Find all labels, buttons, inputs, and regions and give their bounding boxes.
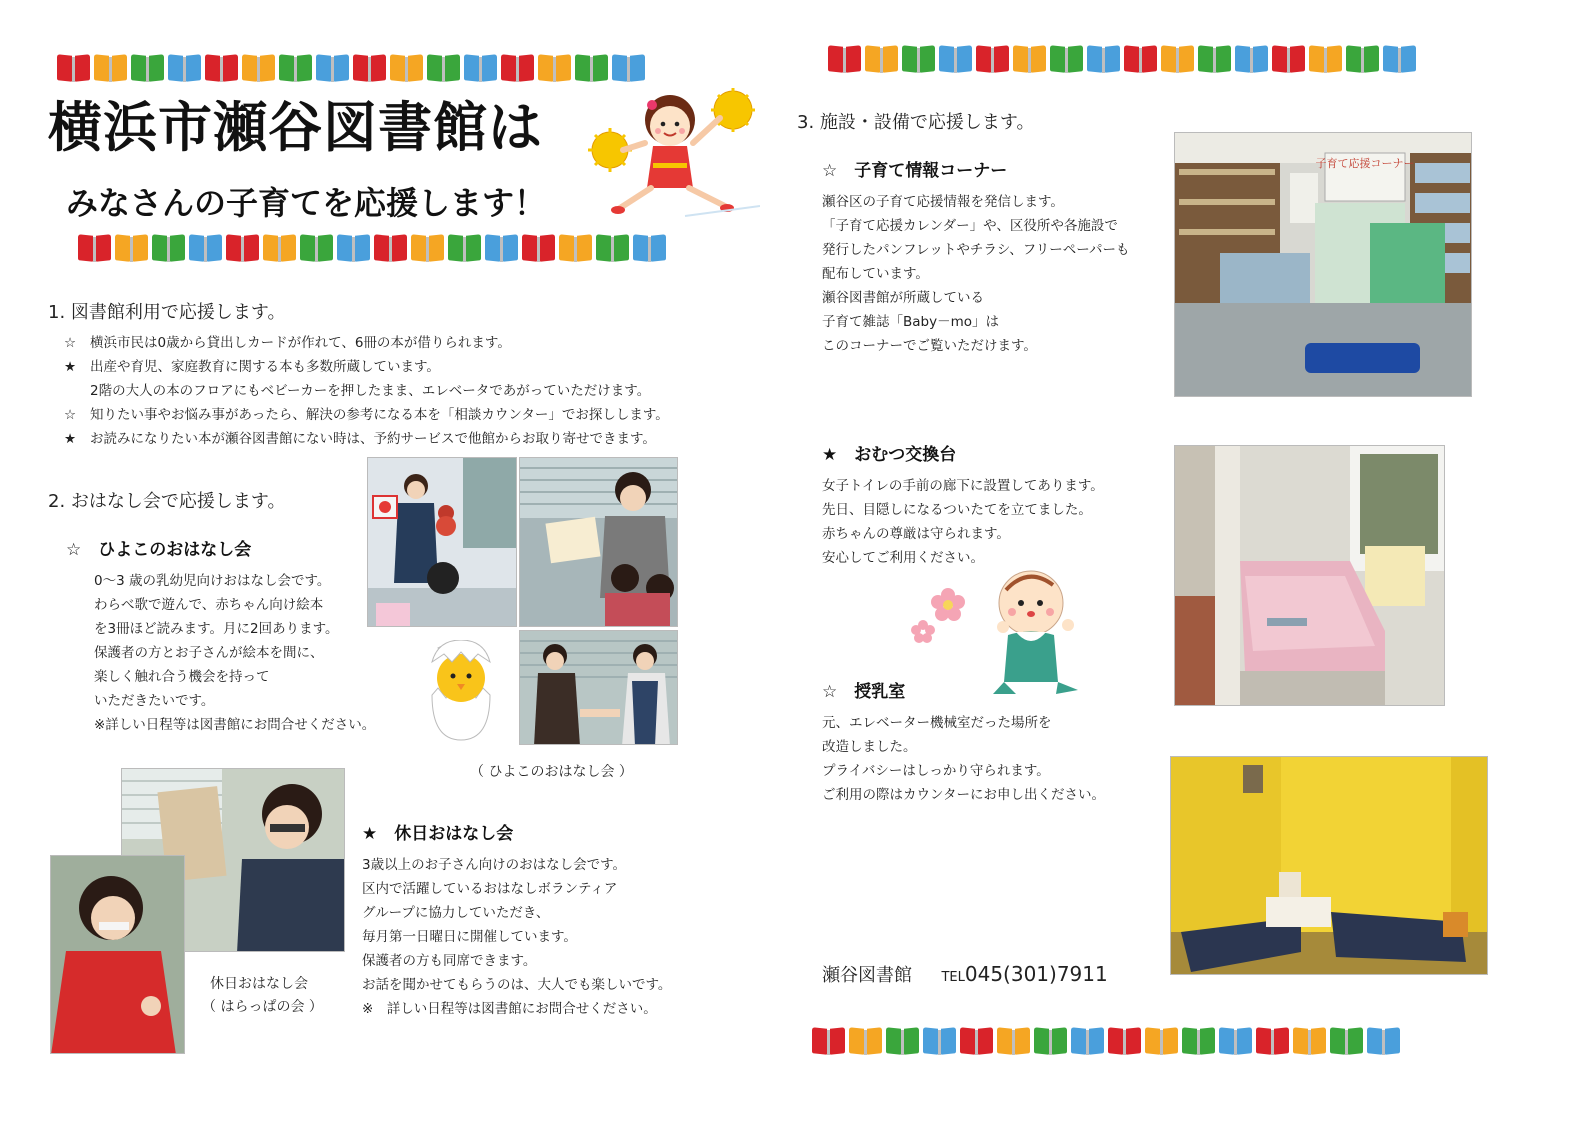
- bullet-star-icon: ★: [63, 359, 77, 375]
- book-icon: [538, 55, 571, 82]
- book-icon: [279, 55, 312, 82]
- text-line: このコーナーでご覧いただけます。: [822, 338, 1037, 354]
- text-line: わらべ歌で遊んで、赤ちゃん向け絵本: [94, 597, 324, 613]
- book-icon: [939, 46, 972, 73]
- section1-item: [62, 427, 669, 451]
- corner-photo: [1174, 132, 1472, 397]
- hiyoko-photo-1: [367, 457, 517, 627]
- book-icon: [1272, 46, 1305, 73]
- text-line: お話を聞かせてもらうのは、大人でも楽しいです。: [362, 977, 672, 993]
- text-line: 保護者の方も同席できます。: [362, 953, 537, 969]
- book-icon: [226, 235, 259, 262]
- section1-item: [62, 403, 669, 427]
- book-icon: [522, 235, 555, 262]
- omutsu-photo: [1174, 445, 1445, 706]
- section1-item: [62, 379, 669, 403]
- junyu-photo: [1170, 756, 1488, 975]
- section1-item-text: 知りたい事やお悩み事があったら、解決の参考になる本を「相談カウンター」でお探しします。: [90, 407, 669, 423]
- book-icon: [242, 55, 275, 82]
- holiday-caption-1: 休日おはなし会: [210, 976, 308, 992]
- holiday-caption-2: （ はらっぱの会 ）: [202, 999, 323, 1015]
- book-icon: [485, 235, 518, 262]
- text-line: 0〜3 歳の乳幼児向けおはなし会です。: [94, 573, 331, 589]
- hiyoko-text: [94, 569, 375, 737]
- book-icon: [1124, 46, 1157, 73]
- book-icon: [976, 46, 1009, 73]
- book-icon: [374, 235, 407, 262]
- book-icon: [94, 55, 127, 82]
- book-icon: [1198, 46, 1231, 73]
- book-icon: [205, 55, 238, 82]
- phone-number: 045(301)7911: [964, 962, 1108, 986]
- text-line: 楽しく触れ合う機会を持って: [94, 669, 270, 685]
- book-icon: [1145, 1028, 1178, 1055]
- section1-heading: 1. 図書館利用で応援します。: [48, 302, 286, 323]
- sub-title: みなさんの子育てを応援します！: [66, 184, 547, 222]
- book-icon: [501, 55, 534, 82]
- holiday-title: ★ 休日おはなし会: [362, 824, 514, 844]
- book-icon: [1034, 1028, 1067, 1055]
- book-icon: [78, 235, 111, 262]
- book-icon: [1219, 1028, 1252, 1055]
- book-icon: [902, 46, 935, 73]
- book-icon: [849, 1028, 882, 1055]
- corner-title: ☆ 子育て情報コーナー: [822, 161, 1008, 181]
- holiday-photo-front: [50, 855, 185, 1054]
- corner-sign: 子育て応援コーナー: [1315, 157, 1415, 170]
- text-line: 毎月第一日曜日に開催しています。: [362, 929, 577, 945]
- book-icon: [559, 235, 592, 262]
- book-icon: [865, 46, 898, 73]
- chick-illustration: [428, 640, 494, 746]
- book-icon: [115, 235, 148, 262]
- book-icon: [1330, 1028, 1363, 1055]
- book-icon: [1087, 46, 1120, 73]
- text-line: 赤ちゃんの尊厳は守られます。: [822, 526, 1010, 542]
- book-icon: [960, 1028, 993, 1055]
- book-icon: [1293, 1028, 1326, 1055]
- hiyoko-photo-3: [519, 630, 678, 745]
- section1-item-text: 出産や育児、家庭教育に関する本も多数所蔵しています。: [90, 359, 440, 375]
- library-name: 瀬谷図書館: [822, 965, 912, 986]
- bullet-star-icon: [62, 379, 78, 403]
- book-icon: [923, 1028, 956, 1055]
- text-line: 「子育て応援カレンダー」や、区役所や各施設で: [822, 218, 1118, 234]
- book-icon: [1235, 46, 1268, 73]
- text-line: 改造しました。: [822, 739, 917, 755]
- book-icon: [1182, 1028, 1215, 1055]
- book-icon: [57, 55, 90, 82]
- book-icon: [1256, 1028, 1289, 1055]
- section1-item-text: 横浜市民は0歳から貸出しカードが作れて、6冊の本が借りられます。: [90, 335, 511, 351]
- text-line: グループに協力していただき、: [362, 905, 550, 921]
- book-border-top-left: [57, 55, 645, 82]
- text-line: ※ 詳しい日程等は図書館にお問合せください。: [362, 1001, 657, 1017]
- text-line: 瀬谷区の子育て応援情報を発信します。: [822, 194, 1064, 210]
- book-icon: [1346, 46, 1379, 73]
- book-icon: [464, 55, 497, 82]
- book-icon: [189, 235, 222, 262]
- book-icon: [316, 55, 349, 82]
- text-line: プライバシーはしっかり守られます。: [822, 763, 1050, 779]
- section2-heading: 2. おはなし会で応援します。: [48, 491, 286, 512]
- hiyoko-caption: （ ひよこのおはなし会 ）: [470, 764, 633, 780]
- book-icon: [633, 235, 666, 262]
- book-icon: [828, 46, 861, 73]
- text-line: ※詳しい日程等は図書館にお問合せください。: [94, 717, 376, 733]
- book-icon: [997, 1028, 1030, 1055]
- book-icon: [1108, 1028, 1141, 1055]
- footer-contact: [822, 961, 1108, 987]
- book-icon: [337, 235, 370, 262]
- bullet-star-icon: ☆: [63, 407, 77, 423]
- book-icon: [1161, 46, 1194, 73]
- omutsu-title: ★ おむつ交換台: [822, 445, 957, 465]
- baby-illustration: [908, 570, 1093, 704]
- section1-item: [62, 355, 669, 379]
- text-line: を3冊ほど読みます。月に2回あります。: [94, 621, 339, 637]
- text-line: 子育て雑誌「Baby－mo」は: [822, 314, 1000, 330]
- main-title: 横浜市瀬谷図書館は: [48, 96, 543, 159]
- book-icon: [1071, 1028, 1104, 1055]
- section1-item-text: お読みになりたい本が瀬谷図書館にない時は、予約サービスで他館からお取り寄せできます。: [90, 431, 656, 447]
- junyu-text: [822, 711, 1105, 807]
- omutsu-text: [822, 474, 1104, 570]
- bullet-star-icon: ☆: [63, 335, 77, 351]
- text-line: 元、エレベーター機械室だった場所を: [822, 715, 1052, 731]
- book-icon: [1013, 46, 1046, 73]
- book-icon: [168, 55, 201, 82]
- text-line: 女子トイレの手前の廊下に設置してあります。: [822, 478, 1104, 494]
- text-line: ご利用の際はカウンターにお申し出ください。: [822, 787, 1105, 803]
- book-icon: [596, 235, 629, 262]
- book-border-bottom-right: [812, 1028, 1400, 1055]
- pompom-right-icon: [711, 88, 755, 132]
- tel-label: TEL: [941, 970, 965, 985]
- text-line: 瀬谷図書館が所蔵している: [822, 290, 984, 306]
- book-icon: [411, 235, 444, 262]
- book-icon: [263, 235, 296, 262]
- corner-text: [822, 190, 1130, 358]
- text-line: 3歳以上のお子さん向けのおはなし会です。: [362, 857, 627, 873]
- book-icon: [448, 235, 481, 262]
- text-line: いただきたいです。: [94, 693, 215, 709]
- book-icon: [886, 1028, 919, 1055]
- section1-item-text: 2階の大人の本のフロアにもベビーカーを押したまま、エレベータであがっていただけます。: [90, 383, 651, 399]
- book-icon: [131, 55, 164, 82]
- book-icon: [1383, 46, 1416, 73]
- book-icon: [575, 55, 608, 82]
- text-line: 保護者の方とお子さんが絵本を間に、: [94, 645, 324, 661]
- section1-list: [62, 331, 669, 451]
- text-line: 安心してご利用ください。: [822, 550, 984, 566]
- book-icon: [1367, 1028, 1400, 1055]
- book-icon: [812, 1028, 845, 1055]
- section3-heading: 3. 施設・設備で応援します。: [797, 112, 1035, 133]
- book-border-top-right: [828, 46, 1416, 73]
- cheerleader-illustration: [585, 88, 760, 223]
- book-icon: [612, 55, 645, 82]
- book-icon: [300, 235, 333, 262]
- text-line: 発行したパンフレットやチラシ、フリーペーパーも: [822, 242, 1130, 258]
- holiday-text: [362, 853, 671, 1021]
- text-line: 配布しています。: [822, 266, 929, 282]
- book-icon: [353, 55, 386, 82]
- book-icon: [1309, 46, 1342, 73]
- text-line: 区内で活躍しているおはなしボランティア: [362, 881, 618, 897]
- bullet-star-icon: ★: [63, 431, 77, 447]
- book-icon: [1050, 46, 1083, 73]
- junyu-title: ☆ 授乳室: [822, 682, 906, 702]
- book-icon: [427, 55, 460, 82]
- book-border-under-title: [78, 235, 666, 262]
- section1-item: [62, 331, 669, 355]
- book-icon: [390, 55, 423, 82]
- hiyoko-photo-2: [519, 457, 678, 627]
- text-line: 先日、目隠しになるついたてを立てました。: [822, 502, 1092, 518]
- flower-icon: [911, 588, 965, 643]
- hiyoko-title: ☆ ひよこのおはなし会: [66, 540, 252, 560]
- book-icon: [152, 235, 185, 262]
